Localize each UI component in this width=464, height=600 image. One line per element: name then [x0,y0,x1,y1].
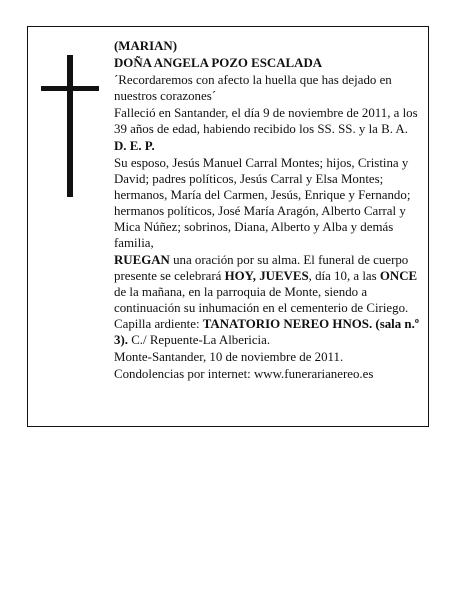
chapel-name: TANATORIO NEREO HNOS. (sala n.º 3). [114,317,420,347]
death-notice: Falleció en Santander, el día 9 de noviembre de 2011, a los 39 años de edad, habiendo recibido los SS. SS. y la B. A. [114,106,418,136]
condolences-line: Condolencias por internet: www.funerarianereo.es [114,367,374,381]
funeral-time: ONCE [379,269,418,283]
obituary-notice [27,26,429,427]
funeral-day: HOY, JUEVES [224,269,309,283]
family-list: Su esposo, Jesús Manuel Carral Montes; hijos, Cristina y David; padres políticos, Jesús Carral y Elsa Montes; hermanos, María del Carmen, Jesús, Enrique y Fernando; hermanos políticos, José María Aragón, Alberto Carral y Mica Núñez; sobrinos, Diana, Alberto y Alba y demás familia, [114,156,411,250]
cross-icon-bar [41,86,99,91]
cross-icon [67,55,73,197]
deceased-name: DOÑA ANGELA POZO ESCALADA [114,56,323,70]
ruegan-label: RUEGAN [114,253,170,267]
memorial-quote: ´Recordaremos con afecto la huella que has dejado en nuestros corazones´ [114,73,392,103]
funeral-details: RUEGAN una oración por su alma. El funeral de cuerpo presente se celebrará HOY, JUEVES, día 10, a las ONCE de la mañana, en la parroquia de Monte, siendo a continuación su inhumación en el cementerio de Ciriego. Capilla ardiente: TANATORIO NEREO HNOS. (sala n.º 3). C./ Repuente-La Albericia. [114,253,420,347]
place-date: Monte-Santander, 10 de noviembre de 2011. [114,350,344,364]
deceased-alias: (MARIAN) [114,39,178,53]
obituary-text [114,38,422,383]
dep-line: D. E. P. [114,139,155,153]
